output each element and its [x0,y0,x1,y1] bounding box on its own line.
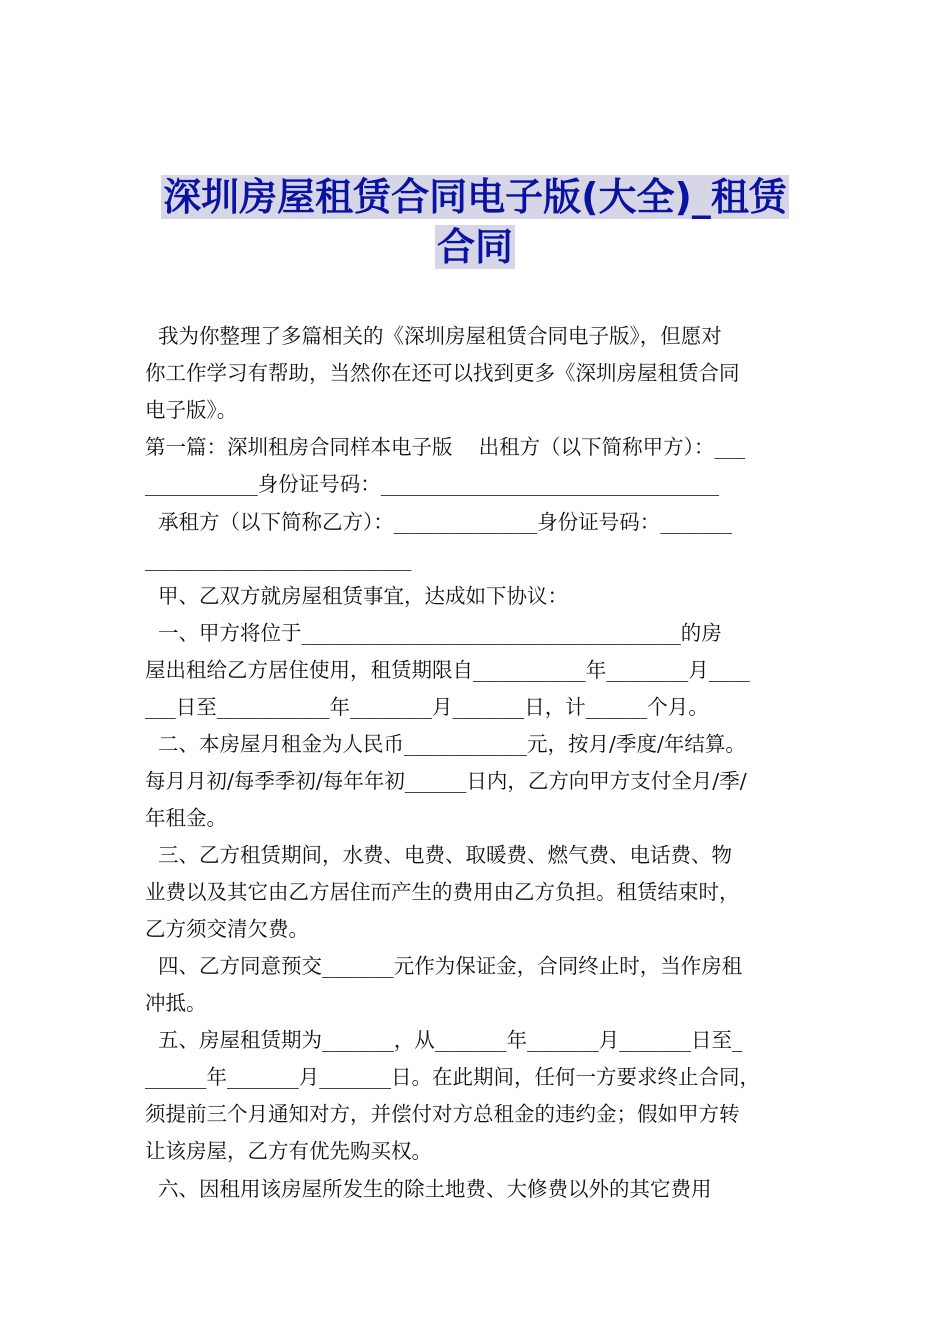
body-line: __________________________ [145,547,412,571]
body-line: 让该房屋，乙方有优先购买权。 [145,1139,432,1163]
body-line: 三、乙方租赁期间，水费、电费、取暖费、燃气费、电话费、物 [145,843,733,867]
body-line: 须提前三个月通知对方，并偿付对方总租金的违约金；假如甲方转 [145,1102,740,1126]
body-line: ___日至___________年________月_______日，计______个月。 [145,695,709,719]
body-line: 二、本房屋月租金为人民币____________元，按月/季度/年结算。 [145,732,746,756]
title-line-2: 合同 [436,225,513,269]
body-line: 我为你整理了多篇相关的《深圳房屋租赁合同电子版》，但愿对 [145,324,722,348]
body-line: 五、房屋租赁期为_______，从_______年_______月_______日至_ [145,1028,743,1052]
body-line: 六、因租用该房屋所发生的除土地费、大修费以外的其它费用 [145,1177,712,1201]
body-line: 电子版》。 [145,398,238,422]
body-line: 每月月初/每季季初/每年年初______日内，乙方向甲方支付全月/季/ [145,769,747,793]
body-line: 屋出租给乙方居住使用，租赁期限自___________年________月____ [145,658,750,682]
body-line: 年租金。 [145,806,227,830]
body-line: 一、甲方将位于_____________________________________的房 [145,621,722,645]
body-line: 甲、乙双方就房屋租赁事宜，达成如下协议： [145,584,569,608]
title-line-1: 深圳房屋租赁合同电子版(大全)_租赁 [163,175,787,219]
body-line: 业费以及其它由乙方居住而产生的费用由乙方负担。租赁结束时， [145,880,740,904]
body-line: 乙方须交清欠费。 [145,917,309,941]
body-line: 四、乙方同意预交_______元作为保证金，合同终止时，当作房租 [145,954,743,978]
body-line: 承租方（以下简称乙方）：______________身份证号码：_______ [145,510,733,534]
body-line: 你工作学习有帮助，当然你在还可以找到更多《深圳房屋租赁合同 [145,361,740,385]
body-line: ___________身份证号码：_________________________________ [145,472,719,496]
document-title [0,172,950,272]
body-line: 冲抵。 [145,991,207,1015]
body-line: 第一篇：深圳租房合同样本电子版 出租方（以下简称甲方）：___ [145,435,746,459]
body-line: ______年_______月_______日。在此期间，任何一方要求终止合同， [145,1065,760,1089]
